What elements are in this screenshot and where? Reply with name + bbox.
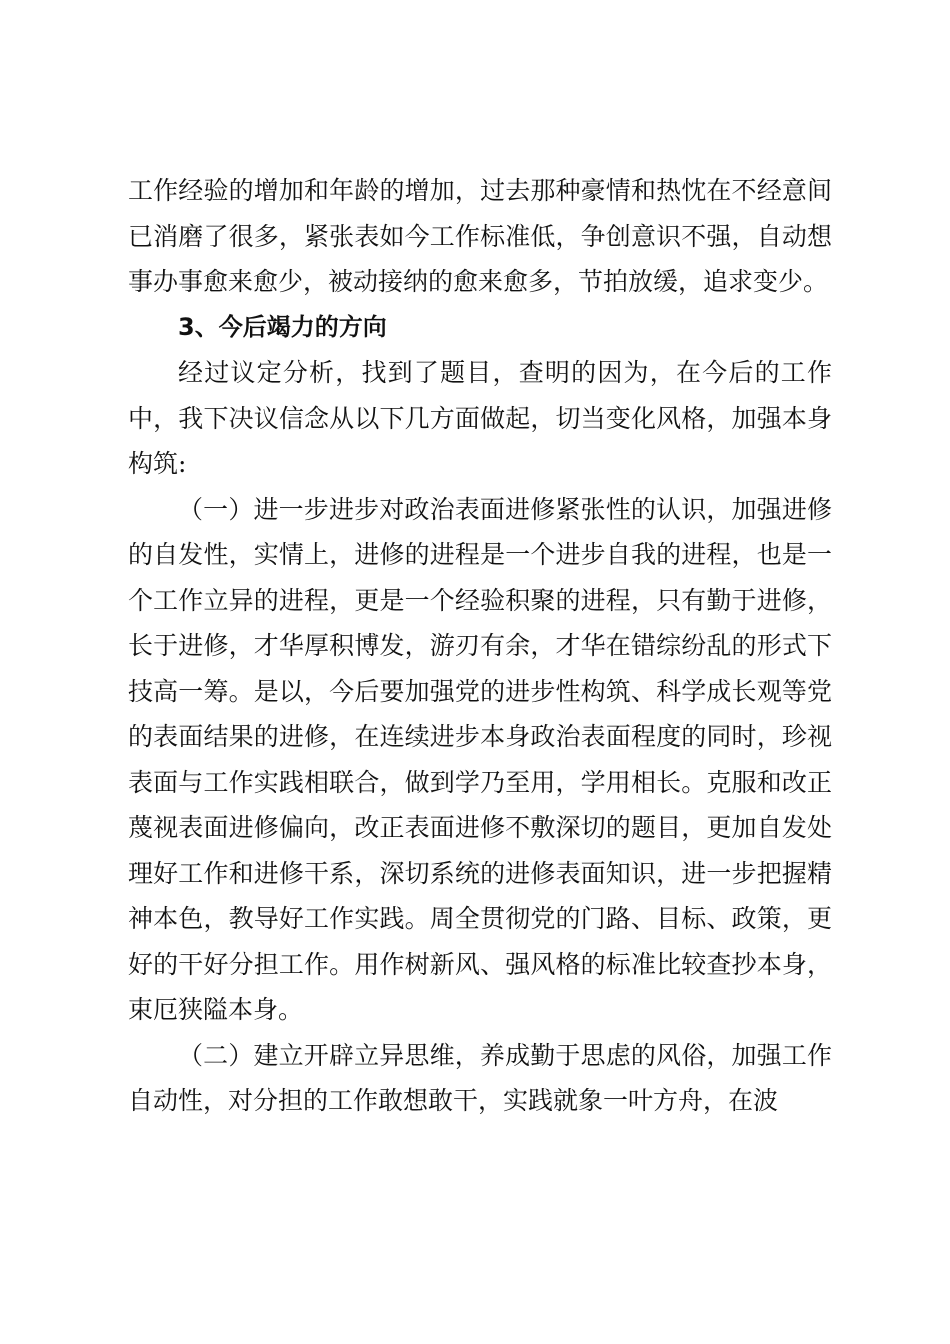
- paragraph-item-one: （一）进一步进步对政治表面进修紧张性的认识，加强进修的自发性，实情上，进修的进程是一个进步自我的进程，也是一个工作立异的进程，更是一个经验积聚的进程，只有勤于进修，长于进修，才华厚积博发，游刃有余，才华在错综纷乱的形式下技高一筹。是以，今后要加强党的进步性构筑、科学成长观等党的表面结果的进修，在连续进步本身政治表面程度的同时，珍视表面与工作实践相联合，做到学乃至用，学用相长。克服和改正蔑视表面进修偏向，改正表面进修不敷深切的题目，更加自发处理好工作和进修干系，深切系统的进修表面知识，进一步把握精神本色，教导好工作实践。周全贯彻党的门路、目标、政策，更好的干好分担工作。用作树新风、强风格的标准比较查抄本身，束厄狭隘本身。: [128, 494, 832, 1024]
- document-body: [128, 168, 832, 1124]
- paragraph-continuation: 工作经验的增加和年龄的增加，过去那种豪情和热忱在不经意间已消磨了很多，紧张表如今工作标准低，争创意识不强，自动想事办事愈来愈少，被动接纳的愈来愈多，节拍放缓，追求变少。: [128, 176, 832, 296]
- section-heading: 3、今后竭力的方向: [178, 312, 387, 341]
- paragraph-item-two: （二）建立开辟立异思维，养成勤于思虑的风俗，加强工作自动性，对分担的工作敢想敢干，实践就象一叶方舟，在波: [128, 1040, 832, 1115]
- paragraph-intro: 经过议定分析，找到了题目，查明的因为，在今后的工作中，我下决议信念从以下几方面做起，切当变化风格，加强本身构筑:: [128, 358, 832, 478]
